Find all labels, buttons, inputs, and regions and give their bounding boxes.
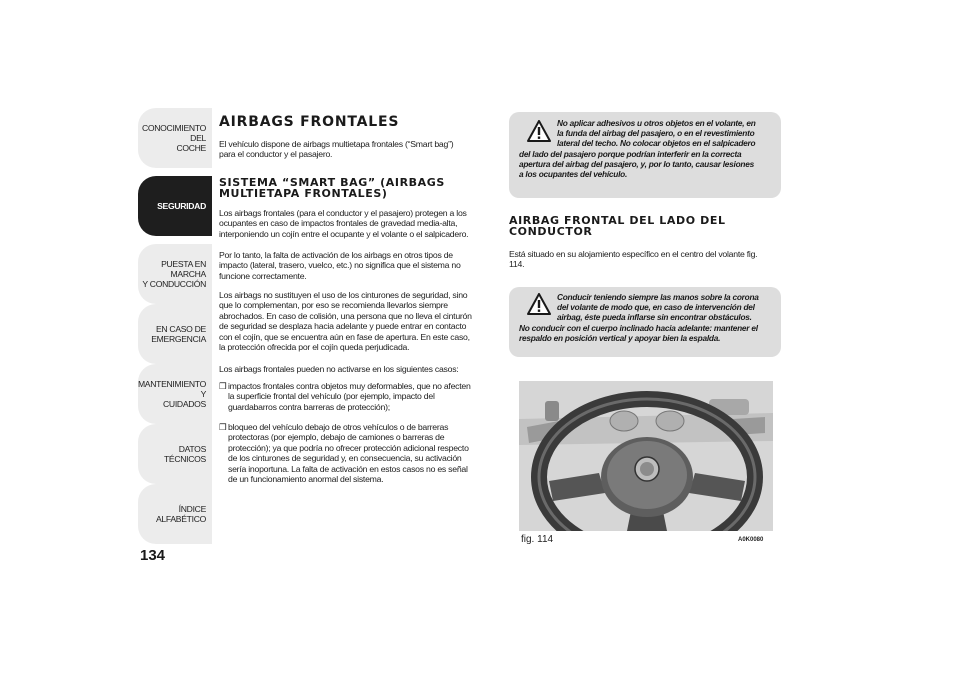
subtitle-line: CONDUCTOR	[509, 225, 593, 238]
text-line: funcione correctamente.	[219, 270, 307, 281]
tab-label: COCHE	[176, 143, 206, 153]
tab-label: DATOS TÉCNICOS	[163, 444, 206, 464]
tab-puesta-en-marcha[interactable]	[138, 244, 212, 304]
warning-text-line: Conducir teniendo siempre las manos sobre la corona	[557, 292, 759, 302]
text-line: guardabarros contra barreras de protección);	[228, 401, 390, 412]
subsection-title	[219, 177, 509, 199]
warning-triangle-icon	[527, 120, 551, 142]
text-line: El vehículo dispone de airbags multietapa frontales (“Smart bag”)	[219, 139, 454, 149]
text-line: de seguridad se desplaza hacia adelante y puede entrar en contacto	[219, 321, 467, 332]
tab-label: EMERGENCIA	[151, 334, 206, 344]
warning-text-line: del volante de modo que, en caso de intervención del	[557, 302, 755, 313]
warning-text-line: lateral del techo. No colocar objetos en el salpicadero	[557, 138, 756, 149]
text-line: con el cojín, que se encuentra aún en fase de apertura. En este caso,	[219, 331, 470, 342]
tab-label: MANTENIMIENTO Y	[137, 379, 206, 399]
text-line: 114.	[509, 259, 525, 270]
paragraph-3	[219, 290, 509, 352]
paragraph-1	[219, 208, 509, 239]
figure-caption: fig. 114	[521, 534, 554, 545]
warning-text-line: airbag, éste pueda inflarse sin encontrar obstáculos.	[557, 312, 752, 323]
warning-text-line: No aplicar adhesivos u otros objetos en el volante, en	[557, 118, 756, 128]
text-line: Los airbags frontales pueden no activarse en los siguientes casos:	[219, 364, 459, 374]
text-line: abrochados. En caso de colisión, una persona que no lleva el cinturón	[219, 310, 472, 321]
figure-steering-wheel	[519, 381, 773, 531]
warning-text-line: la funda del airbag del pasajero, o en el revestimiento	[557, 128, 755, 139]
warning-text-line: del lado del pasajero porque podrían interferir en la correcta	[519, 149, 742, 159]
tab-indice-alfabetico[interactable]	[138, 484, 212, 544]
page-number: 134	[140, 547, 166, 564]
paragraph	[509, 249, 794, 270]
tab-en-caso-de-emergencia[interactable]	[138, 304, 212, 364]
section-title: AIRBAGS FRONTALES	[219, 114, 400, 130]
tab-mantenimiento[interactable]	[138, 364, 212, 424]
list-item	[219, 422, 509, 484]
tab-label: CONOCIMIENTO DEL	[141, 123, 206, 143]
text-line: Los airbags frontales (para el conductor y el pasajero) protegen a los	[219, 208, 467, 218]
checkbox-bullet-icon: ❒	[219, 381, 227, 391]
text-line: de los cinturones de seguridad y, en consecuencia, su activación	[228, 453, 462, 464]
tab-conocimiento-del-coche[interactable]	[138, 108, 212, 168]
tab-label: SEGURIDAD	[157, 201, 206, 211]
tab-label: PUESTA EN MARCHA	[161, 259, 206, 279]
text-line: que lo complementan, por eso se recomienda llevarlos siempre	[219, 300, 448, 311]
text-line: la protección ofrecida por el cojín queda perjudicada.	[219, 342, 410, 353]
steering-wheel-illustration	[519, 381, 773, 531]
checkbox-bullet-icon: ❒	[219, 422, 227, 432]
subtitle-line: MULTIETAPA FRONTALES)	[219, 187, 388, 200]
warning-text-line: No conducir con el cuerpo inclinado hacia adelante: mantener el	[519, 323, 758, 333]
paragraph-2	[219, 250, 509, 281]
text-line: de un funcionamiento anormal del sistema.	[228, 474, 384, 485]
tab-label: Y CONDUCCIÓN	[142, 279, 206, 289]
subtitle-line: AIRBAG FRONTAL DEL LADO DEL	[509, 214, 726, 227]
text-line: interponiendo un cojín entre el ocupante y el volante o el salpicadero.	[219, 228, 469, 239]
text-line: Está situado en su alojamiento específico en el centro del volante fig.	[509, 249, 758, 259]
text-line: la superficie frontal del vehículo (por ejemplo, impacto del	[228, 391, 435, 402]
text-line: ocupantes en caso de impactos frontales de gravedad media-alta,	[219, 218, 458, 229]
intro-paragraph	[219, 139, 509, 160]
warning-box	[509, 112, 781, 198]
figure-code: A0K0080	[738, 537, 764, 543]
paragraph-4	[219, 364, 509, 374]
list-item	[219, 381, 509, 412]
tab-label: CUIDADOS	[163, 399, 206, 409]
text-line: protectoras (por ejemplo, debajo de camiones o barreras de	[228, 432, 445, 443]
text-line: para el conductor y el pasajero.	[219, 149, 333, 160]
text-line: Los airbags no sustituyen el uso de los cinturones de seguridad, sino	[219, 290, 468, 300]
warning-text-line: a los ocupantes del vehículo.	[519, 169, 628, 180]
text-line: impactos frontales contra objetos muy deformables, que no afecten	[228, 381, 471, 391]
warning-text-line: respaldo en posición vertical y apoyar bien la espalda.	[519, 333, 721, 344]
tab-datos-tecnicos[interactable]	[138, 424, 212, 484]
tab-seguridad[interactable]	[138, 176, 212, 236]
text-line: sería inoportuna. La falta de activación en estos casos no es señal	[228, 463, 468, 474]
subtitle-line: SISTEMA “SMART BAG” (AIRBAGS	[219, 176, 445, 189]
warning-triangle-icon	[527, 293, 551, 315]
text-line: protección); ya que podría no ofrecer protección adicional respecto	[228, 442, 469, 453]
subsection-title	[509, 215, 781, 237]
tab-label: ÍNDICE ALFABÉTICO	[155, 504, 206, 524]
text-line: Por lo tanto, la falta de activación de los airbags en otros tipos de	[219, 250, 453, 260]
chapter-sidebar	[138, 108, 212, 546]
text-line: impacto (lateral, trasero, vuelco, etc.) no significa que el sistema no	[219, 260, 461, 271]
tab-label: EN CASO DE	[155, 324, 206, 334]
text-line: bloqueo del vehículo debajo de otros vehículos o de barreras	[228, 422, 449, 432]
warning-text-line: apertura del airbag del pasajero, y, por lo tanto, causar lesiones	[519, 159, 754, 170]
warning-box	[509, 287, 781, 357]
